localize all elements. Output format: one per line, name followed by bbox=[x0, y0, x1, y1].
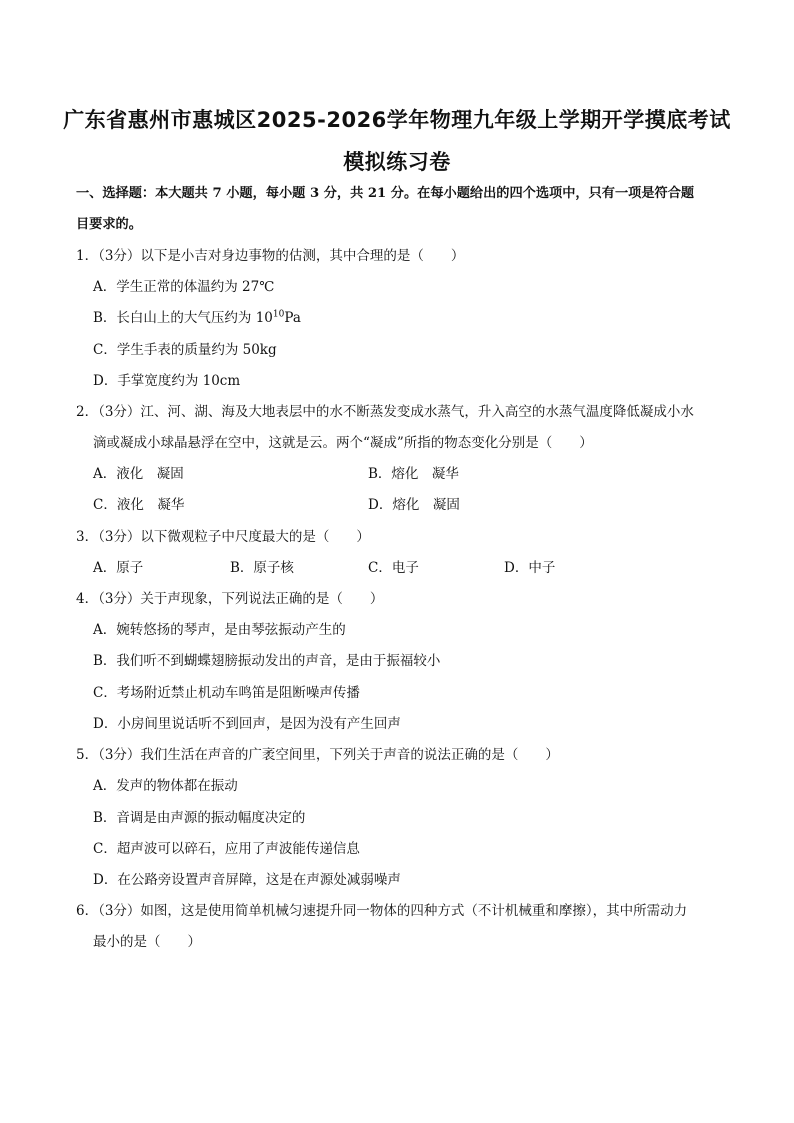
question-5-option-d: D．在公路旁设置声音屏障，这是在声源处减弱噪声 bbox=[93, 872, 401, 888]
question-1-option-c: C．学生手表的质量约为 50kg bbox=[93, 342, 277, 358]
question-6-stem-line1: 6．（3分）如图，这是使用简单机械匀速提升同一物体的四种方式（不计机械重和摩擦），其中所需动力 bbox=[76, 903, 688, 919]
question-1-option-b bbox=[93, 308, 301, 328]
question-4-option-c: C．考场附近禁止机动车鸣笛是阻断噪声传播 bbox=[93, 685, 360, 701]
question-2-option-a: A．液化 凝固 bbox=[93, 466, 184, 482]
question-3-option-b: B．原子核 bbox=[230, 560, 294, 576]
document-title-line2: 模拟练习卷 bbox=[343, 150, 451, 174]
question-1-option-b-unit: Pa bbox=[284, 310, 301, 326]
question-1-option-b-exponent: 10 bbox=[272, 309, 285, 320]
question-2-option-d: D．熔化 凝固 bbox=[368, 497, 460, 513]
question-3-option-d: D．中子 bbox=[504, 560, 556, 576]
question-4-option-d: D．小房间里说话听不到回声，是因为没有产生回声 bbox=[93, 716, 401, 732]
question-5-option-a: A．发声的物体都在振动 bbox=[93, 778, 238, 794]
question-6-stem-line2: 最小的是（ ） bbox=[93, 934, 201, 950]
question-3-option-a: A．原子 bbox=[93, 560, 144, 576]
question-1-option-d: D．手掌宽度约为 10cm bbox=[93, 373, 241, 389]
question-3-stem: 3．（3分）以下微观粒子中尺度最大的是（ ） bbox=[76, 529, 370, 545]
section-heading bbox=[76, 178, 724, 240]
question-2-option-c: C．液化 凝华 bbox=[93, 497, 185, 513]
question-4-option-b: B．我们听不到蝴蝶翅膀振动发出的声音，是由于振福较小 bbox=[93, 653, 441, 669]
question-5-option-b: B．音调是由声源的振动幅度决定的 bbox=[93, 810, 306, 826]
document-title-line1: 广东省惠州市惠城区2025-2026学年物理九年级上学期开学摸底考试 bbox=[63, 108, 731, 132]
question-5-option-c: C．超声波可以碎石，应用了声波能传递信息 bbox=[93, 841, 360, 857]
question-4-stem: 4．（3分）关于声现象，下列说法正确的是（ ） bbox=[76, 591, 384, 607]
question-5-stem: 5．（3分）我们生活在声音的广袤空间里，下列关于声音的说法正确的是（ ） bbox=[76, 747, 559, 763]
section-heading-line1: 一、选择题：本大题共 7 小题，每小题 3 分，共 21 分。在每小题给出的四个选项中，只有一项是符合题 bbox=[76, 186, 695, 201]
question-1-stem: 1．（3分）以下是小吉对身边事物的估测，其中合理的是（ ） bbox=[76, 248, 465, 264]
question-1-option-b-text: B．长白山上的大气压约为 10 bbox=[93, 310, 273, 326]
question-2-stem-line1: 2．（3分）江、河、湖、海及大地表层中的水不断蒸发变成水蒸气，升入高空的水蒸气温度降低凝成小水 bbox=[76, 404, 694, 420]
question-2-option-b: B．熔化 凝华 bbox=[368, 466, 459, 482]
question-2-stem-line2: 滴或凝成小球晶悬浮在空中，这就是云。两个“凝成”所指的物态变化分别是（ ） bbox=[93, 435, 593, 451]
question-4-option-a: A．婉转悠扬的琴声，是由琴弦振动产生的 bbox=[93, 622, 346, 638]
question-3-option-c: C．电子 bbox=[368, 560, 419, 576]
section-heading-line2: 目要求的。 bbox=[76, 217, 142, 232]
question-1-option-a: A．学生正常的体温约为 27℃ bbox=[93, 279, 275, 295]
